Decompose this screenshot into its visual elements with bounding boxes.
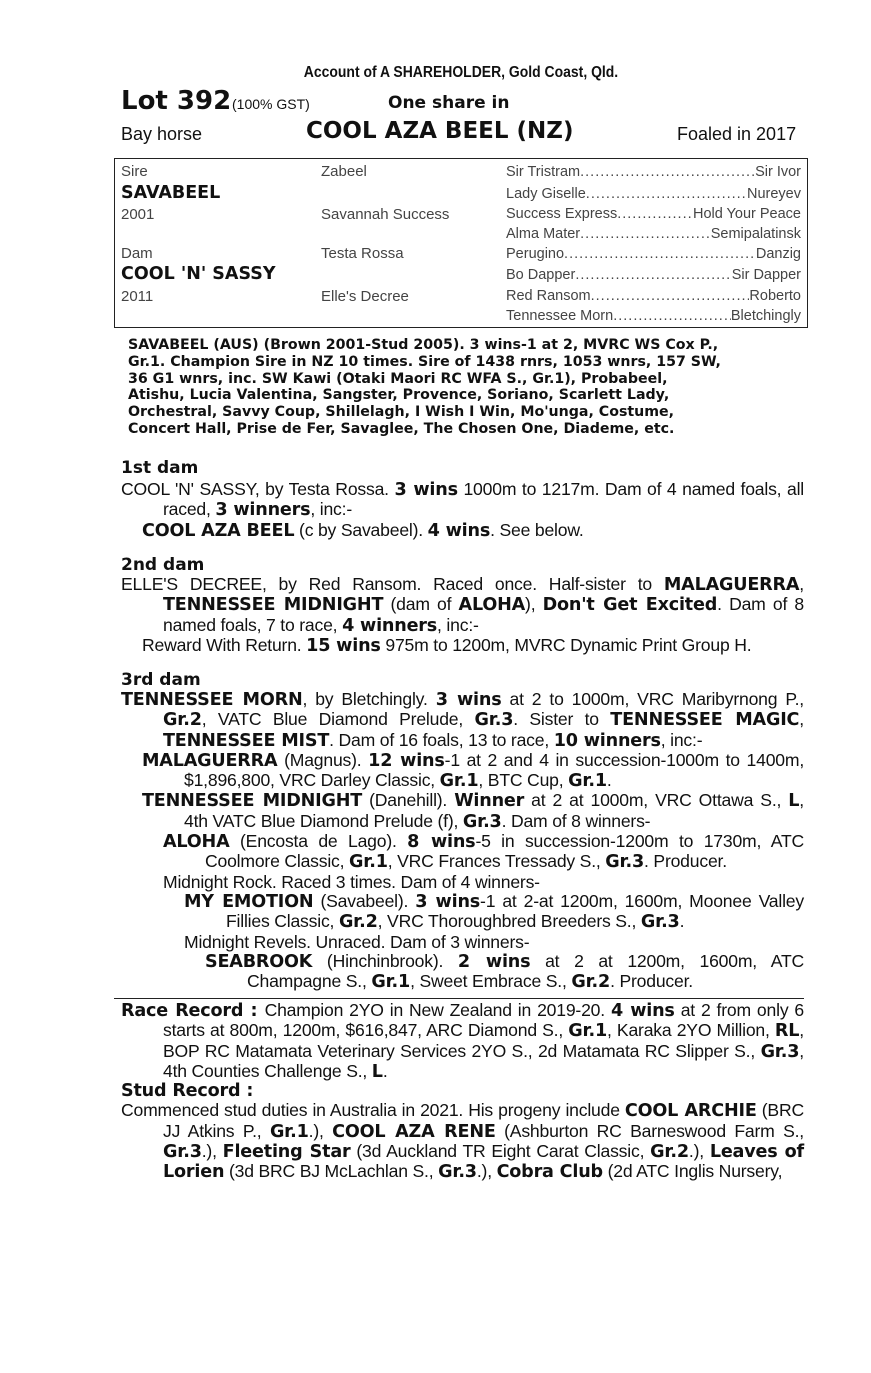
sire-summary-line: 36 G1 wnrs, inc. SW Kawi (Otaki Maori RC WFA S., Gr.1), Probabeel, (128, 370, 668, 387)
stud-record-heading: Stud Record : (121, 1081, 254, 1102)
section-divider (114, 998, 804, 999)
leader-dots (564, 246, 756, 262)
pedigree-g3-cell (506, 186, 801, 202)
pedigree-g3-cell (506, 206, 801, 222)
leader-dots (580, 164, 755, 180)
g3-sire: Sir Ivor (755, 164, 801, 180)
g3-name: Success Express (506, 206, 618, 222)
horse-name: COOL AZA BEEL (NZ) (306, 118, 574, 144)
pedigree-g3-cell (506, 308, 801, 324)
sire-summary-line: Orchestral, Savvy Coup, Shillelagh, I Wish I Win, Mo'unga, Costume, (128, 404, 675, 421)
pedigree-g2-cell: Zabeel (321, 163, 367, 180)
lot-number: Lot 392 (121, 86, 232, 116)
g3-name: Alma Mater (506, 226, 581, 242)
pedigree-g3-cell (506, 164, 801, 180)
pedigree-g2-cell: Testa Rossa (321, 245, 404, 262)
g3-sire: Nureyev (747, 186, 801, 202)
pedigree-g3-cell (506, 246, 801, 262)
dam-name: COOL 'N' SASSY (121, 264, 276, 284)
g3-sire: Danzig (755, 246, 801, 262)
pedigree-g2-cell: Savannah Success (321, 206, 450, 223)
g3-name: Lady Giselle (506, 186, 586, 202)
leader-dots (617, 206, 693, 222)
sire-year: 2001 (121, 206, 155, 223)
progeny-entry: MALAGUERRA (Magnus). 12 wins-1 at 2 and 4 in succession-1000m to 1400m, $1,896,800, VRC Darley Classic, Gr.1, BTC Cup, Gr.1. (142, 749, 805, 792)
leader-dots (613, 308, 731, 324)
stud-record: Commenced stud duties in Australia in 2021. His progeny include COOL ARCHIE (BRC JJ Atkins P., Gr.1.), COOL AZA RENE (Ashburton RC Barneswood Farm S., Gr.3.), Fleeting Star (3d Auckland TR Eight Carat Classic, Gr.2.), Leaves of Lorien (3d BRC BJ McLachlan S., Gr.3.), Cobra Club (2d ATC Inglis Nursery, (121, 1100, 804, 1183)
first-dam-heading: 1st dam (121, 458, 199, 478)
first-dam-paragraph: COOL 'N' SASSY, by Testa Rossa. 3 wins 1000m to 1217m. Dam of 4 named foals, all raced, 3 winners, inc:- (121, 479, 804, 521)
g3-sire: Bletchingly (730, 308, 801, 324)
g3-name: Perugino (506, 246, 565, 262)
g3-name: Red Ransom (506, 288, 591, 304)
progeny-entry: COOL AZA BEEL (c by Savabeel). 4 wins. See below. (142, 519, 584, 541)
second-dam-heading: 2nd dam (121, 555, 205, 575)
sire-label: Sire (121, 163, 148, 180)
second-dam-text (121, 575, 804, 656)
pedigree-g2-cell: Elle's Decree (321, 288, 409, 305)
pedigree-g3-cell (506, 226, 801, 242)
progeny-entry: Reward With Return. 15 wins 975m to 1200m, MVRC Dynamic Print Group H. (142, 634, 752, 656)
g3-name: Tennessee Morn (506, 308, 614, 324)
pedigree-g3-cell (506, 267, 801, 283)
sire-summary-line: Gr.1. Champion Sire in NZ 10 times. Sire of 1438 rnrs, 1053 wnrs, 157 SW, (128, 353, 721, 370)
dam-label: Dam (121, 245, 153, 262)
g3-sire: Sir Dapper (731, 267, 801, 283)
third-dam-text (121, 690, 804, 992)
leader-dots (586, 186, 747, 202)
leader-dots (580, 226, 711, 242)
sire-name: SAVABEEL (121, 183, 221, 203)
second-dam-paragraph: ELLE'S DECREE, by Red Ransom. Raced once. Half-sister to MALAGUERRA, TENNESSEE MIDNIGHT (dam of ALOHA), Don't Get Excited. Dam of 8 named foals, 7 to race, 4 winners, inc:- (121, 574, 804, 636)
race-record: Race Record : Champion 2YO in New Zealand in 2019-20. 4 wins at 2 from only 6 starts at 800m, 1200m, $616,847, ARC Diamond S., Gr.1, Karaka 2YO Million, RL, BOP RC Matamata Veterinary Services 2YO S., 2d Matamata RC Slipper S., Gr.3, 4th Counties Challenge S., L. (121, 1000, 804, 1082)
g3-sire: Hold Your Peace (692, 206, 801, 222)
leader-dots (591, 288, 750, 304)
foaled-year: Foaled in 2017 (677, 124, 797, 144)
pedigree-table (114, 158, 808, 328)
progeny-entry: Midnight Rock. Raced 3 times. Dam of 4 winners- (163, 871, 540, 892)
horse-sex: Bay horse (121, 124, 203, 144)
g3-name: Bo Dapper (506, 267, 576, 283)
leader-dots (575, 267, 731, 283)
sire-summary-line: Concert Hall, Prise de Fer, Savaglee, The Chosen One, Diademe, etc. (128, 420, 675, 437)
third-dam-paragraph: TENNESSEE MORN, by Bletchingly. 3 wins at 2 to 1000m, VRC Maribyrnong P., Gr.2, VATC Blue Diamond Prelude, Gr.3. Sister to TENNESSEE MAGIC, TENNESSEE MIST. Dam of 16 foals, 13 to race, 10 winners, inc:- (121, 689, 804, 751)
sire-summary-line: Atishu, Lucia Valentina, Sangster, Provence, Soriano, Scarlett Lady, (128, 387, 670, 404)
progeny-entry: MY EMOTION (Savabeel). 3 wins-1 at 2-at 1200m, 1600m, Moonee Valley Fillies Classic, Gr.2, VRC Thoroughbred Breeders S., Gr.3. (184, 890, 804, 933)
progeny-entry: SEABROOK (Hinchinbrook). 2 wins at 2 at 1200m, 1600m, ATC Champagne S., Gr.1, Sweet Embrace S., Gr.2. Producer. (205, 950, 804, 993)
g3-name: Sir Tristram (506, 164, 581, 180)
first-dam-text (121, 480, 804, 541)
sire-summary-line: SAVABEEL (AUS) (Brown 2001-Stud 2005). 3 wins-1 at 2, MVRC WS Cox P., (128, 337, 719, 353)
g3-sire: Semipalatinsk (710, 226, 801, 242)
share-note: One share in (388, 93, 510, 113)
progeny-entry: ALOHA (Encosta de Lago). 8 wins-5 in succession-1200m to 1730m, ATC Coolmore Classic, Gr.1, VRC Frances Tressady S., Gr.3. Producer. (163, 831, 804, 873)
sire-summary (128, 337, 798, 438)
dam-year: 2011 (121, 288, 154, 305)
third-dam-heading: 3rd dam (121, 670, 201, 690)
progeny-entry: TENNESSEE MIDNIGHT (Danehill). Winner at 2 at 1000m, VRC Ottawa S., L, 4th VATC Blue Diamond Prelude (f), Gr.3. Dam of 8 winners- (142, 790, 804, 832)
records-text (121, 1001, 804, 1183)
g3-sire: Roberto (749, 288, 801, 304)
progeny-entry: Midnight Revels. Unraced. Dam of 3 winners- (184, 931, 530, 952)
vendor-account: Account of A SHAREHOLDER, Gold Coast, Qld. (303, 64, 619, 81)
gst-note: (100% GST) (232, 96, 310, 112)
pedigree-g3-cell (506, 288, 801, 304)
